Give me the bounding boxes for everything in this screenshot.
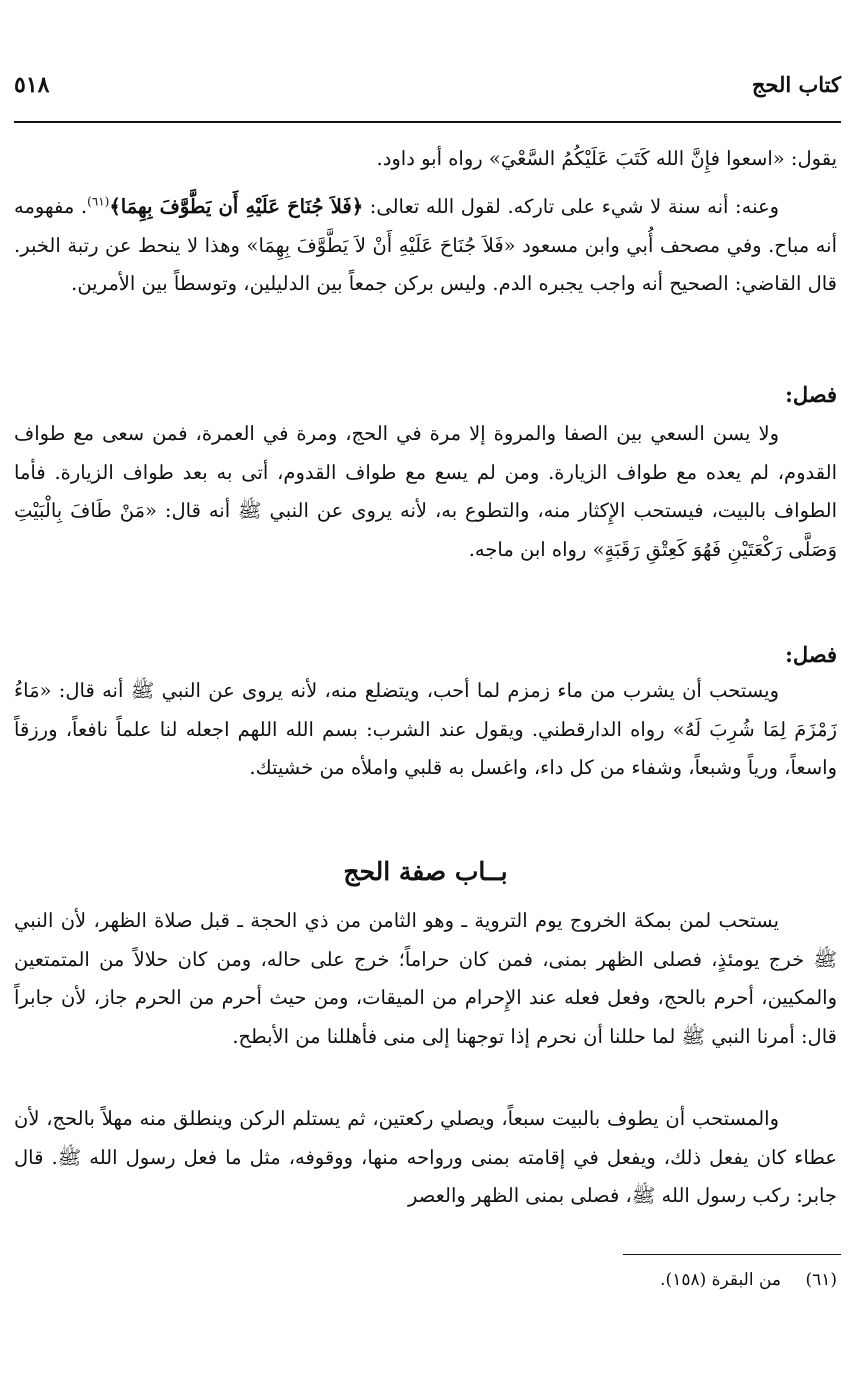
footnote-text: من البقرة (١٥٨). [660, 1270, 781, 1290]
section-heading-fasl-zamzam: فصل: [785, 642, 837, 667]
footnote-number: (٦١) [805, 1270, 837, 1290]
footnote [660, 1266, 837, 1294]
running-title: كتاب الحج [751, 72, 841, 97]
footnote-rule [623, 1254, 841, 1255]
chapter-title: بــاب صفة الحج [343, 857, 508, 886]
paragraph-sai-once: ولا يسن السعي بين الصفا والمروة إلا مرة في الحج، ومرة في العمرة، فمن سعى مع طواف القدوم، لم يعده مع طواف الزيارة. ومن لم يسع مع طواف القدوم، أتى به بعد طواف الزيارة. فأما الطواف بالبيت، فيستحب الإِكثار منه، والتطوع به، لأنه يروى عن النبي ﷺ أنه قال: «مَنْ طَافَ بِالْبَيْتِ وَصَلَّى رَكْعَتَيْنِ فَهُوَ كَعِتْقِ رَقَبَةٍ» رواه ابن ماجه. [14, 422, 837, 561]
page-number: ٥١٨ [14, 72, 50, 98]
header-rule [14, 121, 841, 123]
running-header [14, 70, 841, 104]
paragraph-tarwiyah: يستحب لمن بمكة الخروج يوم التروية ـ وهو الثامن من ذي الحجة ـ قبل صلاة الظهر، لأن النبي ﷺ خرج يومئذٍ، فصلى الظهر بمنى، فمن كان حراماً؛ خرج على حاله، ومن كان حلالاً من المتمتعين والمكيين، أحرم بالحج، وفعل فعله عند الإِحرام من الميقات، ومن حيث أحرم من الحرم جاز، لأن جابراً قال: أمرنا النبي ﷺ لما حللنا أن نحرم إذا توجهنا إلى منى فأهللنا من الأبطح. [14, 909, 837, 1048]
section-heading-fasl: فصل: [785, 382, 837, 407]
paragraph-zamzam: ويستحب أن يشرب من ماء زمزم لما أحب، ويتضلع منه، لأنه يروى عن النبي ﷺ أنه قال: «مَاءُ زَمْزَمَ لِمَا شُرِبَ لَهُ» رواه الدارقطني. ويقول عند الشرب: بسم الله اللهم اجعله لنا علماً نافعاً، ورزقاً واسعاً، ورياً وشبعاً، وشفاء من كل داء، واغسل به قلبي واملأه من خشيتك. [14, 679, 837, 779]
paragraph-sunnah-rest: . مفهومه أنه مباح. وفي مصحف أُبي وابن مسعود «فَلاَ جُنَاحَ عَلَيْهِ أَنْ لاَ يَطَّوَّفَ بِهِمَا» وهذا لا ينحط عن رتبة الخبر. قال القاضي: الصحيح أنه واجب يجبره الدم. وليس بركن جمعاً بين الدليلين، وتوسطاً بين الأمرين. [14, 195, 837, 295]
paragraph-sunnah-intro: وعنه: أنه سنة لا شيء على تاركه. لقول الله تعالى: [363, 195, 780, 218]
paragraph-tawaf-mina: والمستحب أن يطوف بالبيت سبعاً، ويصلي ركعتين، ثم يستلم الركن وينطلق منه مهلاً بالحج، لأن عطاء كان يفعل ذلك، ويفعل في إقامته بمنى ورواحه منها، ووقوفه، مثل ما فعل رسول الله ﷺ. قال جابر: ركب رسول الله ﷺ، فصلى بمنى الظهر والعصر [14, 1107, 837, 1207]
footnote-reference: (٦١) [87, 194, 110, 209]
paragraph-sai-hadith: يقول: «اسعوا فإِنَّ الله كَتَبَ عَلَيْكُمُ السَّعْيَ» رواه أبو داود. [376, 147, 837, 170]
paragraph-sunnah-opinion [14, 188, 837, 304]
quran-verse: ﴿فَلاَ جُنَاحَ عَلَيْهِ أَن يَطَّوَّفَ بِهِمَا﴾ [109, 195, 364, 218]
